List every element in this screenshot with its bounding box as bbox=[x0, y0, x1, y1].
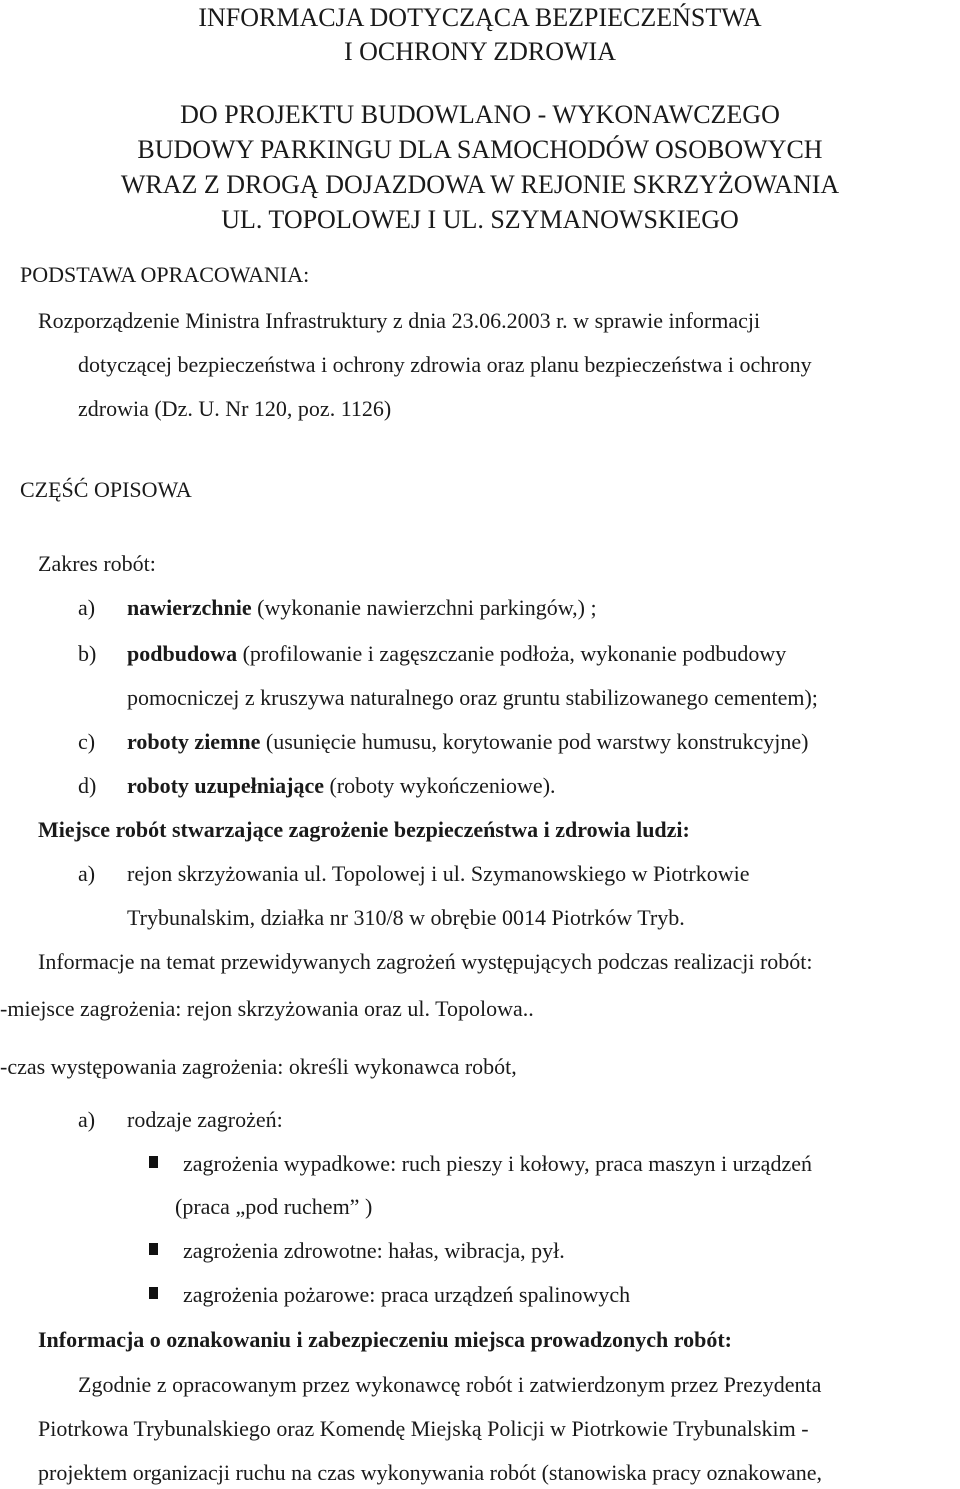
descriptive-heading: CZĘŚĆ OPISOWA bbox=[20, 477, 192, 502]
hazard-place-line-1: rejon skrzyżowania ul. Topolowej i ul. Szymanowskiego w Piotrkowie bbox=[127, 861, 750, 886]
basis-heading: PODSTAWA OPRACOWANIA: bbox=[20, 262, 310, 287]
hazard-bullet-accident-cont: (praca „pod ruchem” ) bbox=[175, 1194, 373, 1219]
hazard-place-marker: a) bbox=[78, 861, 96, 886]
marking-line-2: Piotrkowa Trybunalskiego oraz Komendę Miejską Policji w Piotrkowie Trybunalskim - bbox=[38, 1416, 809, 1441]
doc-title-line-5: WRAZ Z DROGĄ DOJAZDOWA W REJONIE SKRZYŻOWANIA bbox=[120, 170, 840, 199]
square-bullet-icon bbox=[149, 1243, 158, 1255]
hazard-place-line-2: Trybunalskim, działka nr 310/8 w obrębie 0014 Piotrków Tryb. bbox=[127, 905, 685, 930]
hazard-bullet-accident: zagrożenia wypadkowe: ruch pieszy i kołowy, praca maszyn i urządzeń bbox=[183, 1151, 812, 1176]
scope-item-c bbox=[127, 728, 808, 756]
doc-title-line-1: INFORMACJA DOTYCZĄCA BEZPIECZEŃSTWA bbox=[198, 3, 762, 32]
scope-item-text: (roboty wykończeniowe). bbox=[323, 773, 556, 798]
scope-item-bold: roboty uzupełniające bbox=[127, 773, 324, 798]
scope-item-text: (wykonanie nawierzchni parkingów,) ; bbox=[251, 595, 597, 620]
hazard-info-place: -miejsce zagrożenia: rejon skrzyżowania oraz ul. Topolowa.. bbox=[0, 996, 534, 1021]
scope-item-b bbox=[127, 640, 786, 668]
marking-line-3: projektem organizacji ruchu na czas wykonywania robót (stanowiska pracy oznakowane, bbox=[38, 1460, 822, 1485]
square-bullet-icon bbox=[149, 1156, 158, 1168]
scope-item-a bbox=[127, 594, 597, 622]
marking-heading bbox=[38, 1326, 732, 1354]
doc-title-line-3: DO PROJEKTU BUDOWLANO - WYKONAWCZEGO bbox=[180, 100, 780, 129]
basis-line-2: dotyczącej bezpieczeństwa i ochrony zdrowia oraz planu bezpieczeństwa i ochrony bbox=[78, 352, 812, 377]
marking-line-1: Zgodnie z opracowanym przez wykonawcę robót i zatwierdzonym przez Prezydenta bbox=[78, 1372, 822, 1397]
doc-title-line-4: BUDOWY PARKINGU DLA SAMOCHODÓW OSOBOWYCH bbox=[137, 135, 823, 164]
scope-heading: Zakres robót: bbox=[38, 551, 156, 576]
scope-item-marker: b) bbox=[78, 641, 97, 666]
scope-item-d bbox=[127, 772, 556, 800]
hazard-types-label: rodzaje zagrożeń: bbox=[127, 1107, 283, 1132]
scope-item-bold: nawierzchnie bbox=[127, 595, 252, 620]
hazard-info-intro: Informacje na temat przewidywanych zagrożeń występujących podczas realizacji robót: bbox=[38, 949, 813, 974]
scope-item-text: (profilowanie i zagęszczanie podłoża, wykonanie podbudowy bbox=[237, 641, 787, 666]
scope-item-bold: roboty ziemne bbox=[127, 729, 261, 754]
square-bullet-icon bbox=[149, 1287, 158, 1299]
scope-item-text: (usunięcie humusu, korytowanie pod warstwy konstrukcyjne) bbox=[260, 729, 809, 754]
hazard-place-heading bbox=[38, 816, 690, 844]
hazard-bullet-health: zagrożenia zdrowotne: hałas, wibracja, pył. bbox=[183, 1238, 565, 1263]
scope-item-marker: a) bbox=[78, 595, 96, 620]
basis-line-3: zdrowia (Dz. U. Nr 120, poz. 1126) bbox=[78, 396, 392, 421]
scope-item-marker: d) bbox=[78, 773, 97, 798]
hazard-bullet-fire: zagrożenia pożarowe: praca urządzeń spalinowych bbox=[183, 1282, 631, 1307]
hazard-types-marker: a) bbox=[78, 1107, 96, 1132]
hazard-place-heading-text: Miejsce robót stwarzające zagrożenie bezpieczeństwa i zdrowia ludzi: bbox=[38, 817, 690, 842]
scope-item-bold: podbudowa bbox=[127, 641, 238, 666]
scope-item-b-continuation: pomocniczej z kruszywa naturalnego oraz gruntu stabilizowanego cementem); bbox=[127, 685, 818, 710]
basis-line-1: Rozporządzenie Ministra Infrastruktury z dnia 23.06.2003 r. w sprawie informacji bbox=[38, 308, 761, 333]
doc-title-line-2: I OCHRONY ZDROWIA bbox=[343, 37, 616, 66]
marking-heading-text: Informacja o oznakowaniu i zabezpieczeniu miejsca prowadzonych robót: bbox=[38, 1327, 732, 1352]
hazard-info-time: -czas występowania zagrożenia: określi wykonawca robót, bbox=[0, 1054, 517, 1079]
doc-title-line-6: UL. TOPOLOWEJ I UL. SZYMANOWSKIEGO bbox=[221, 205, 739, 234]
scope-item-marker: c) bbox=[78, 729, 96, 754]
